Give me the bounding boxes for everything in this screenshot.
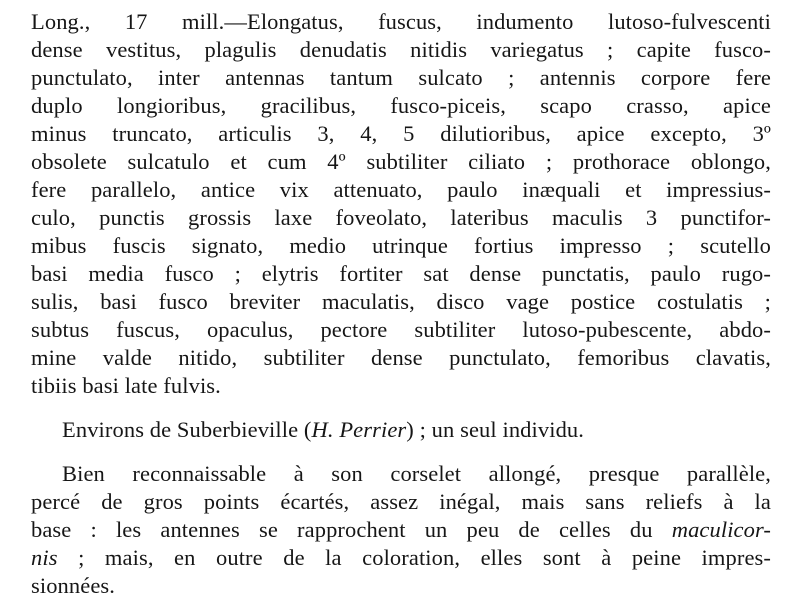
species-name-continued: nis (31, 545, 58, 570)
collector-name: H. Perrier (311, 417, 407, 442)
text-line: basi media fusco ; elytris fortiter sat dense punctatis, paulo rugo- (31, 261, 771, 286)
text-line: sulis, basi fusco breviter maculatis, disco vage postice costulatis ; (31, 289, 771, 314)
text-line: mibus fuscis signato, medio utrinque fortius impresso ; scutello (31, 233, 771, 258)
text-line: punctulato, inter antennas tantum sulcato ; antennis corpore fere (31, 65, 771, 90)
text-line: culo, punctis grossis laxe foveolato, lateribus maculis 3 punctifor- (31, 205, 771, 230)
text-line: dense vestitus, plagulis denudatis nitidis variegatus ; capite fusco- (31, 37, 771, 62)
text-line: duplo longioribus, gracilibus, fusco-piceis, scapo crasso, apice (31, 93, 771, 118)
species-name: maculicor- (671, 517, 771, 542)
text-line (31, 544, 771, 572)
text-line: sionnées. (31, 573, 116, 598)
text-line: Long., 17 mill.—Elongatus, fuscus, indumento lutoso-fulvescenti (31, 9, 771, 34)
text-line (31, 516, 771, 544)
text-line: obsolete sulcatulo et cum 4º subtiliter ciliato ; prothorace oblongo, (31, 149, 771, 174)
text-line: tibiis basi late fulvis. (31, 373, 221, 398)
text-segment: base : les antennes se rapprochent un peu de celles du (31, 517, 672, 542)
text-line: percé de gros points écartés, assez inégal, mais sans reliefs à la (31, 489, 771, 514)
text-line: subtus fuscus, opaculus, pectore subtiliter lutoso-pubescente, abdo- (31, 317, 771, 342)
text-line: minus truncato, articulis 3, 4, 5 dilutioribus, apice excepto, 3º (31, 121, 771, 146)
locality-line (62, 416, 771, 444)
text-segment: ; mais, en outre de la coloration, elles sont à peine impres- (57, 545, 771, 570)
text-line: fere parallelo, antice vix attenuato, paulo inæquali et impressius- (31, 177, 771, 202)
text-line: mine valde nitido, subtiliter dense punctulato, femoribus clavatis, (31, 345, 771, 370)
locality-suffix: ) ; un seul individu. (406, 417, 584, 442)
text-line: Bien reconnaissable à son corselet allongé, presque parallèle, (62, 461, 771, 486)
locality-prefix: Environs de Suberbieville ( (62, 417, 312, 442)
